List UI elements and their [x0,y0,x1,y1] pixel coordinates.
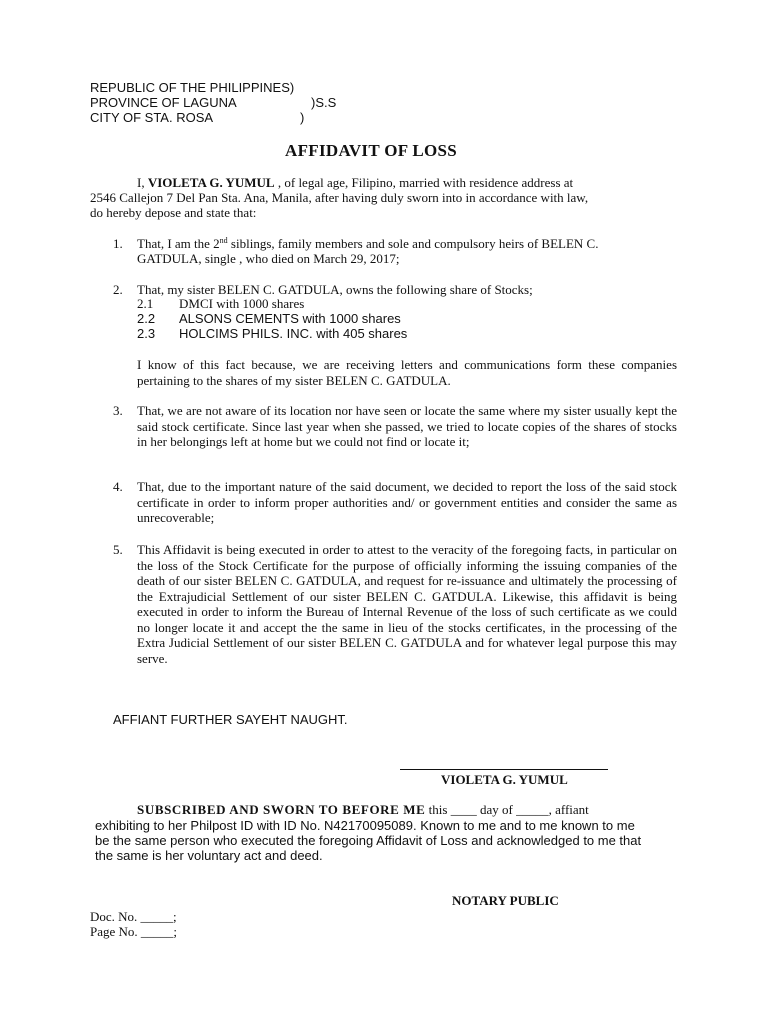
venue-province: PROVINCE OF LAGUNA [90,95,237,110]
intro-line-3: do hereby depose and state that: [90,205,257,220]
jurat-line-4: the same is her voluntary act and deed. [95,848,323,863]
item-2-paragraph: I know of this fact because, we are receiving letters and communications form these companies pertaining to the shares of my sister BELEN C. GATDULA. [137,357,677,388]
item-2-line-1: That, my sister BELEN C. GATDULA, owns the following share of Stocks; [137,282,533,297]
jurat-line-1: SUBSCRIBED AND SWORN TO BEFORE ME this ____ day of _____, affiant [137,802,589,817]
notary-public-label: NOTARY PUBLIC [452,893,559,908]
stock-item-2-2: 2.2 ALSONS CEMENTS with 1000 shares [137,311,401,326]
item-number-3: 3. [113,403,123,418]
intro-line-2: 2546 Callejon 7 Del Pan Sta. Ana, Manila, after having duly sworn into in accordance with law, [90,190,589,205]
item-4-paragraph: That, due to the important nature of the said document, we decided to report the loss of the said stock certificate in order to inform proper authorities and/ or government entities and consider the same as unrecoverable; [137,479,677,525]
stock-item-2-3: 2.3 HOLCIMS PHILS. INC. with 405 shares [137,326,408,341]
item-number-5: 5. [113,542,123,557]
item-3-paragraph: That, we are not aware of its location nor have seen or locate the same where my sister usually kept the said stock certificate. Since last year when she passed, we tried to locate copies of the shares of stocks in her belongings left at home but we could not find or locate it; [137,403,677,449]
intro-line-1: I, VIOLETA G. YUMUL , of legal age, Filipino, married with residence address at [137,175,574,190]
stock-item-2-1: 2.1 DMCI with 1000 shares [137,296,305,311]
doc-no-field: Doc. No. _____; [90,909,177,924]
venue-close-paren: ) [300,110,305,125]
page-no-field: Page No. _____; [90,924,178,939]
venue-republic: REPUBLIC OF THE PHILIPPINES) [90,80,295,95]
jurat-line-3: be the same person who executed the foregoing Affidavit of Loss and acknowledged to me that [95,833,642,848]
signature-line [400,769,608,770]
venue-city: CITY OF STA. ROSA [90,110,214,125]
item-number-1: 1. [113,236,123,251]
item-number-4: 4. [113,479,123,494]
item-1-line-2: GATDULA, single , who died on March 29, 2017; [137,251,400,266]
venue-ss: )S.S [311,95,337,110]
signatory-name: VIOLETA G. YUMUL [441,772,568,787]
jurat-line-2: exhibiting to her Philpost ID with ID No. N42170095089. Known to me and to me known to me [95,818,635,833]
item-number-2: 2. [113,282,123,297]
document-title: AFFIDAVIT OF LOSS [285,141,457,160]
item-1-line-1: That, I am the 2nd siblings, family members and sole and compulsory heirs of BELEN C. [137,236,599,251]
item-5-paragraph: This Affidavit is being executed in order to attest to the veracity of the foregoing facts, in particular on the loss of the Stock Certificate for the purpose of officially informing the issuing companies of the death of our sister BELEN C. GATDULA, and request for re-issuance and ultimately the processing of the Extrajudicial Settlement of our sister BELEN C. GATDULA. Likewise, this affidavit is being executed in order to inform the Bureau of Internal Revenue of the loss of such certificate as we could no longer locate it and accept the the same in lieu of the stocks certificates, in the processing of the Extra Judicial Settlement of our sister BELEN C. GATDULA and for whatever legal purpose this may serve. [137,542,677,666]
affiant-further-statement: AFFIANT FURTHER SAYEHT NAUGHT. [113,712,348,727]
affiant-name: VIOLETA G. YUMUL [147,175,275,190]
